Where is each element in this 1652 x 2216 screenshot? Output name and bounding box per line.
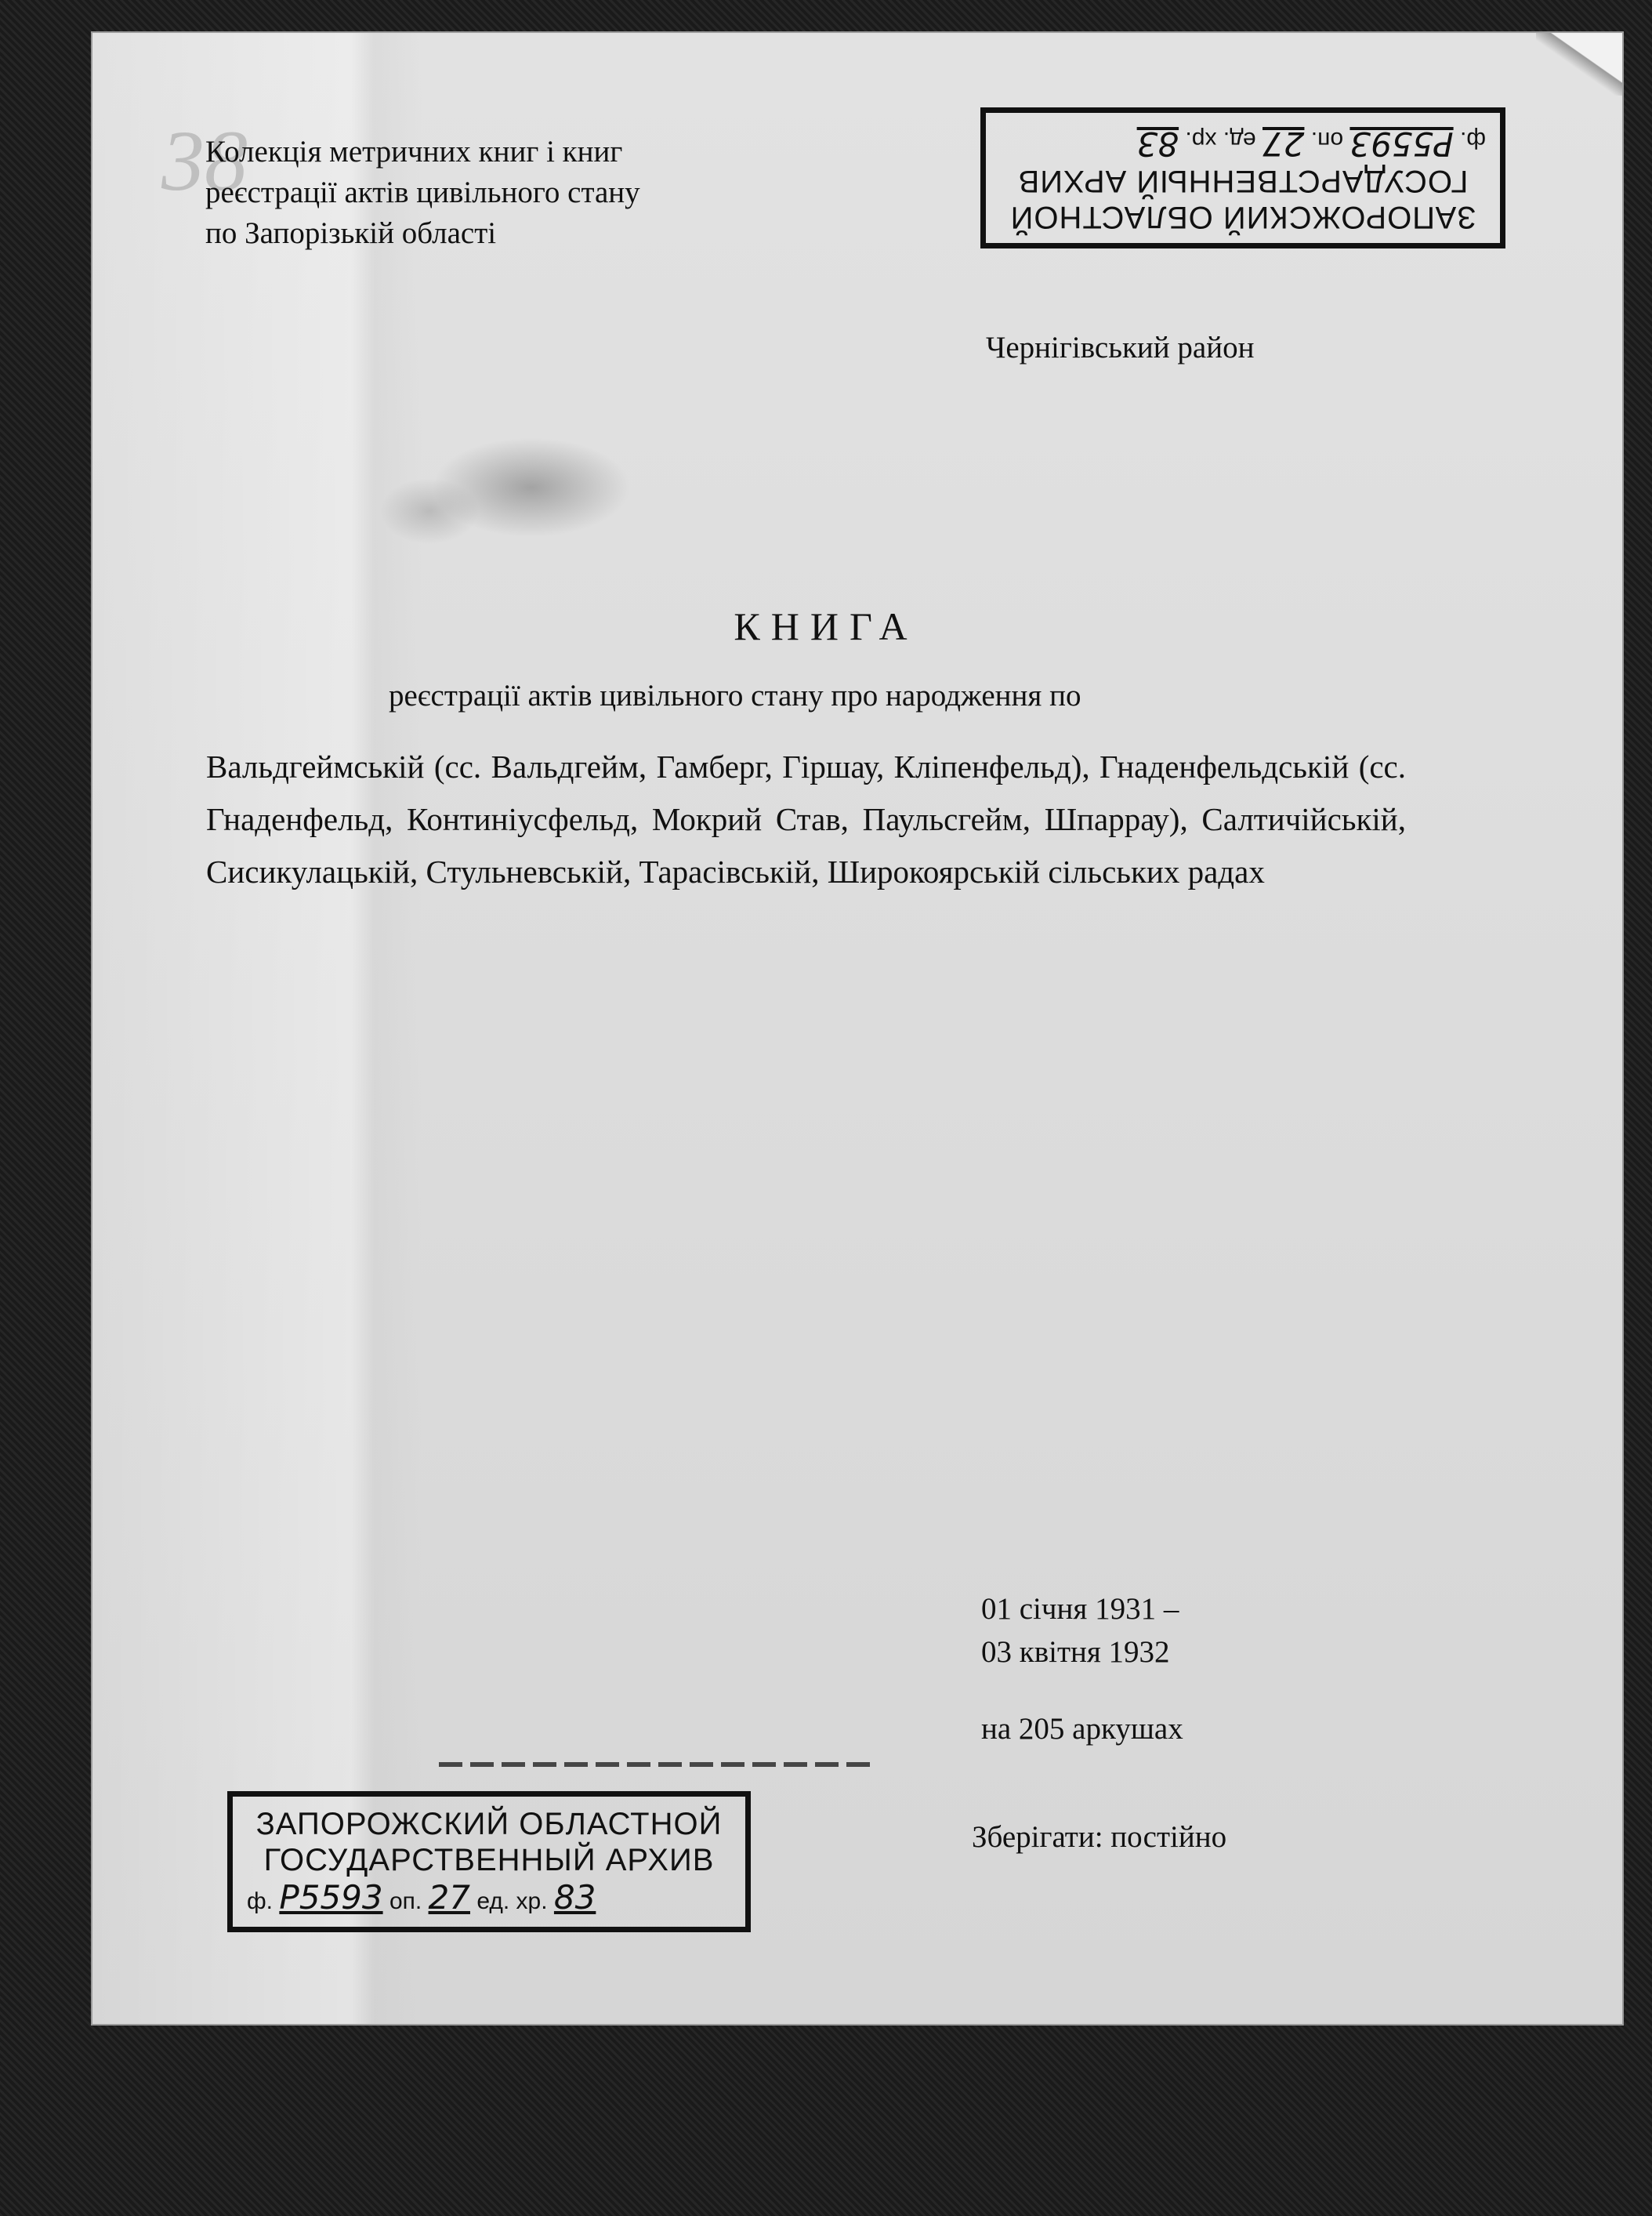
collection-line-1: Колекція метричних книг і книг — [205, 135, 623, 169]
document-page — [92, 33, 1622, 2024]
stamp-bottom-inventory-prefix: оп. — [389, 1888, 422, 1914]
collection-line-2: реєстрації актів цивільного стану — [205, 176, 640, 209]
stamp-bottom-line1: ЗАПОРОЖСКИЙ ОБЛАСТНОЙ — [255, 1807, 723, 1841]
stamp-top-fund: Р5593 — [1349, 125, 1454, 163]
archive-stamp-top — [980, 107, 1505, 248]
district: Чернігівський район — [986, 331, 1255, 364]
stamp-bottom-line3 — [233, 1878, 745, 1921]
stamp-top-line2: ГОСУДАРСТВЕННЫЙ АРХИВ — [1017, 164, 1469, 198]
retention-note: Зберігати: постійно — [972, 1820, 1227, 1854]
date-end: 03 квітня 1932 — [981, 1635, 1170, 1669]
archive-stamp-bottom — [227, 1791, 751, 1932]
date-range — [981, 1587, 1179, 1674]
sheet-count: на 205 аркушах — [981, 1712, 1183, 1746]
pencil-mark: 38 — [161, 113, 248, 209]
folded-corner — [1536, 33, 1622, 96]
dashed-line — [439, 1762, 878, 1767]
stamp-bottom-fund: Р5593 — [279, 1878, 383, 1917]
stamp-bottom-line2: ГОСУДАРСТВЕННЫЙ АРХИВ — [263, 1843, 715, 1877]
stamp-top-unit-prefix: ед. хр. — [1185, 127, 1256, 153]
stamp-bottom-fund-prefix: ф. — [247, 1888, 274, 1914]
stamp-top-line3 — [986, 120, 1500, 163]
stamp-top-inventory: 27 — [1263, 125, 1305, 163]
village-councils-list: Вальдгеймській (сс. Вальдгейм, Гамберг, Гіршау, Кліпенфельд), Гнаденфельдській (сс. Гнаденфельд, Континіусфельд, Мокрий Став, Паульсгейм, Шпаррау), Салтичійській, Сисикулацькій, Стульневській, Тарасівській, Широкоярській сільських радах — [206, 749, 1406, 890]
collection-line-3: по Запорізькій області — [205, 216, 497, 250]
stamp-top-inventory-prefix: оп. — [1310, 127, 1344, 153]
stamp-bottom-unit: 83 — [553, 1878, 596, 1917]
stamp-top-fund-prefix: ф. — [1459, 127, 1486, 153]
stamp-top-unit: 83 — [1136, 125, 1179, 163]
book-title: КНИГА — [734, 604, 918, 648]
stamp-bottom-inventory: 27 — [428, 1878, 470, 1917]
collection-header — [205, 132, 640, 254]
stamp-top-line1: ЗАПОРОЖСКИЙ ОБЛАСТНОЙ — [1009, 200, 1476, 234]
stamp-bottom-unit-prefix: ед. хр. — [476, 1888, 548, 1914]
date-start: 01 січня 1931 – — [981, 1592, 1179, 1626]
book-subtitle: реєстрації актів цивільного стану про народження по — [389, 679, 1081, 713]
